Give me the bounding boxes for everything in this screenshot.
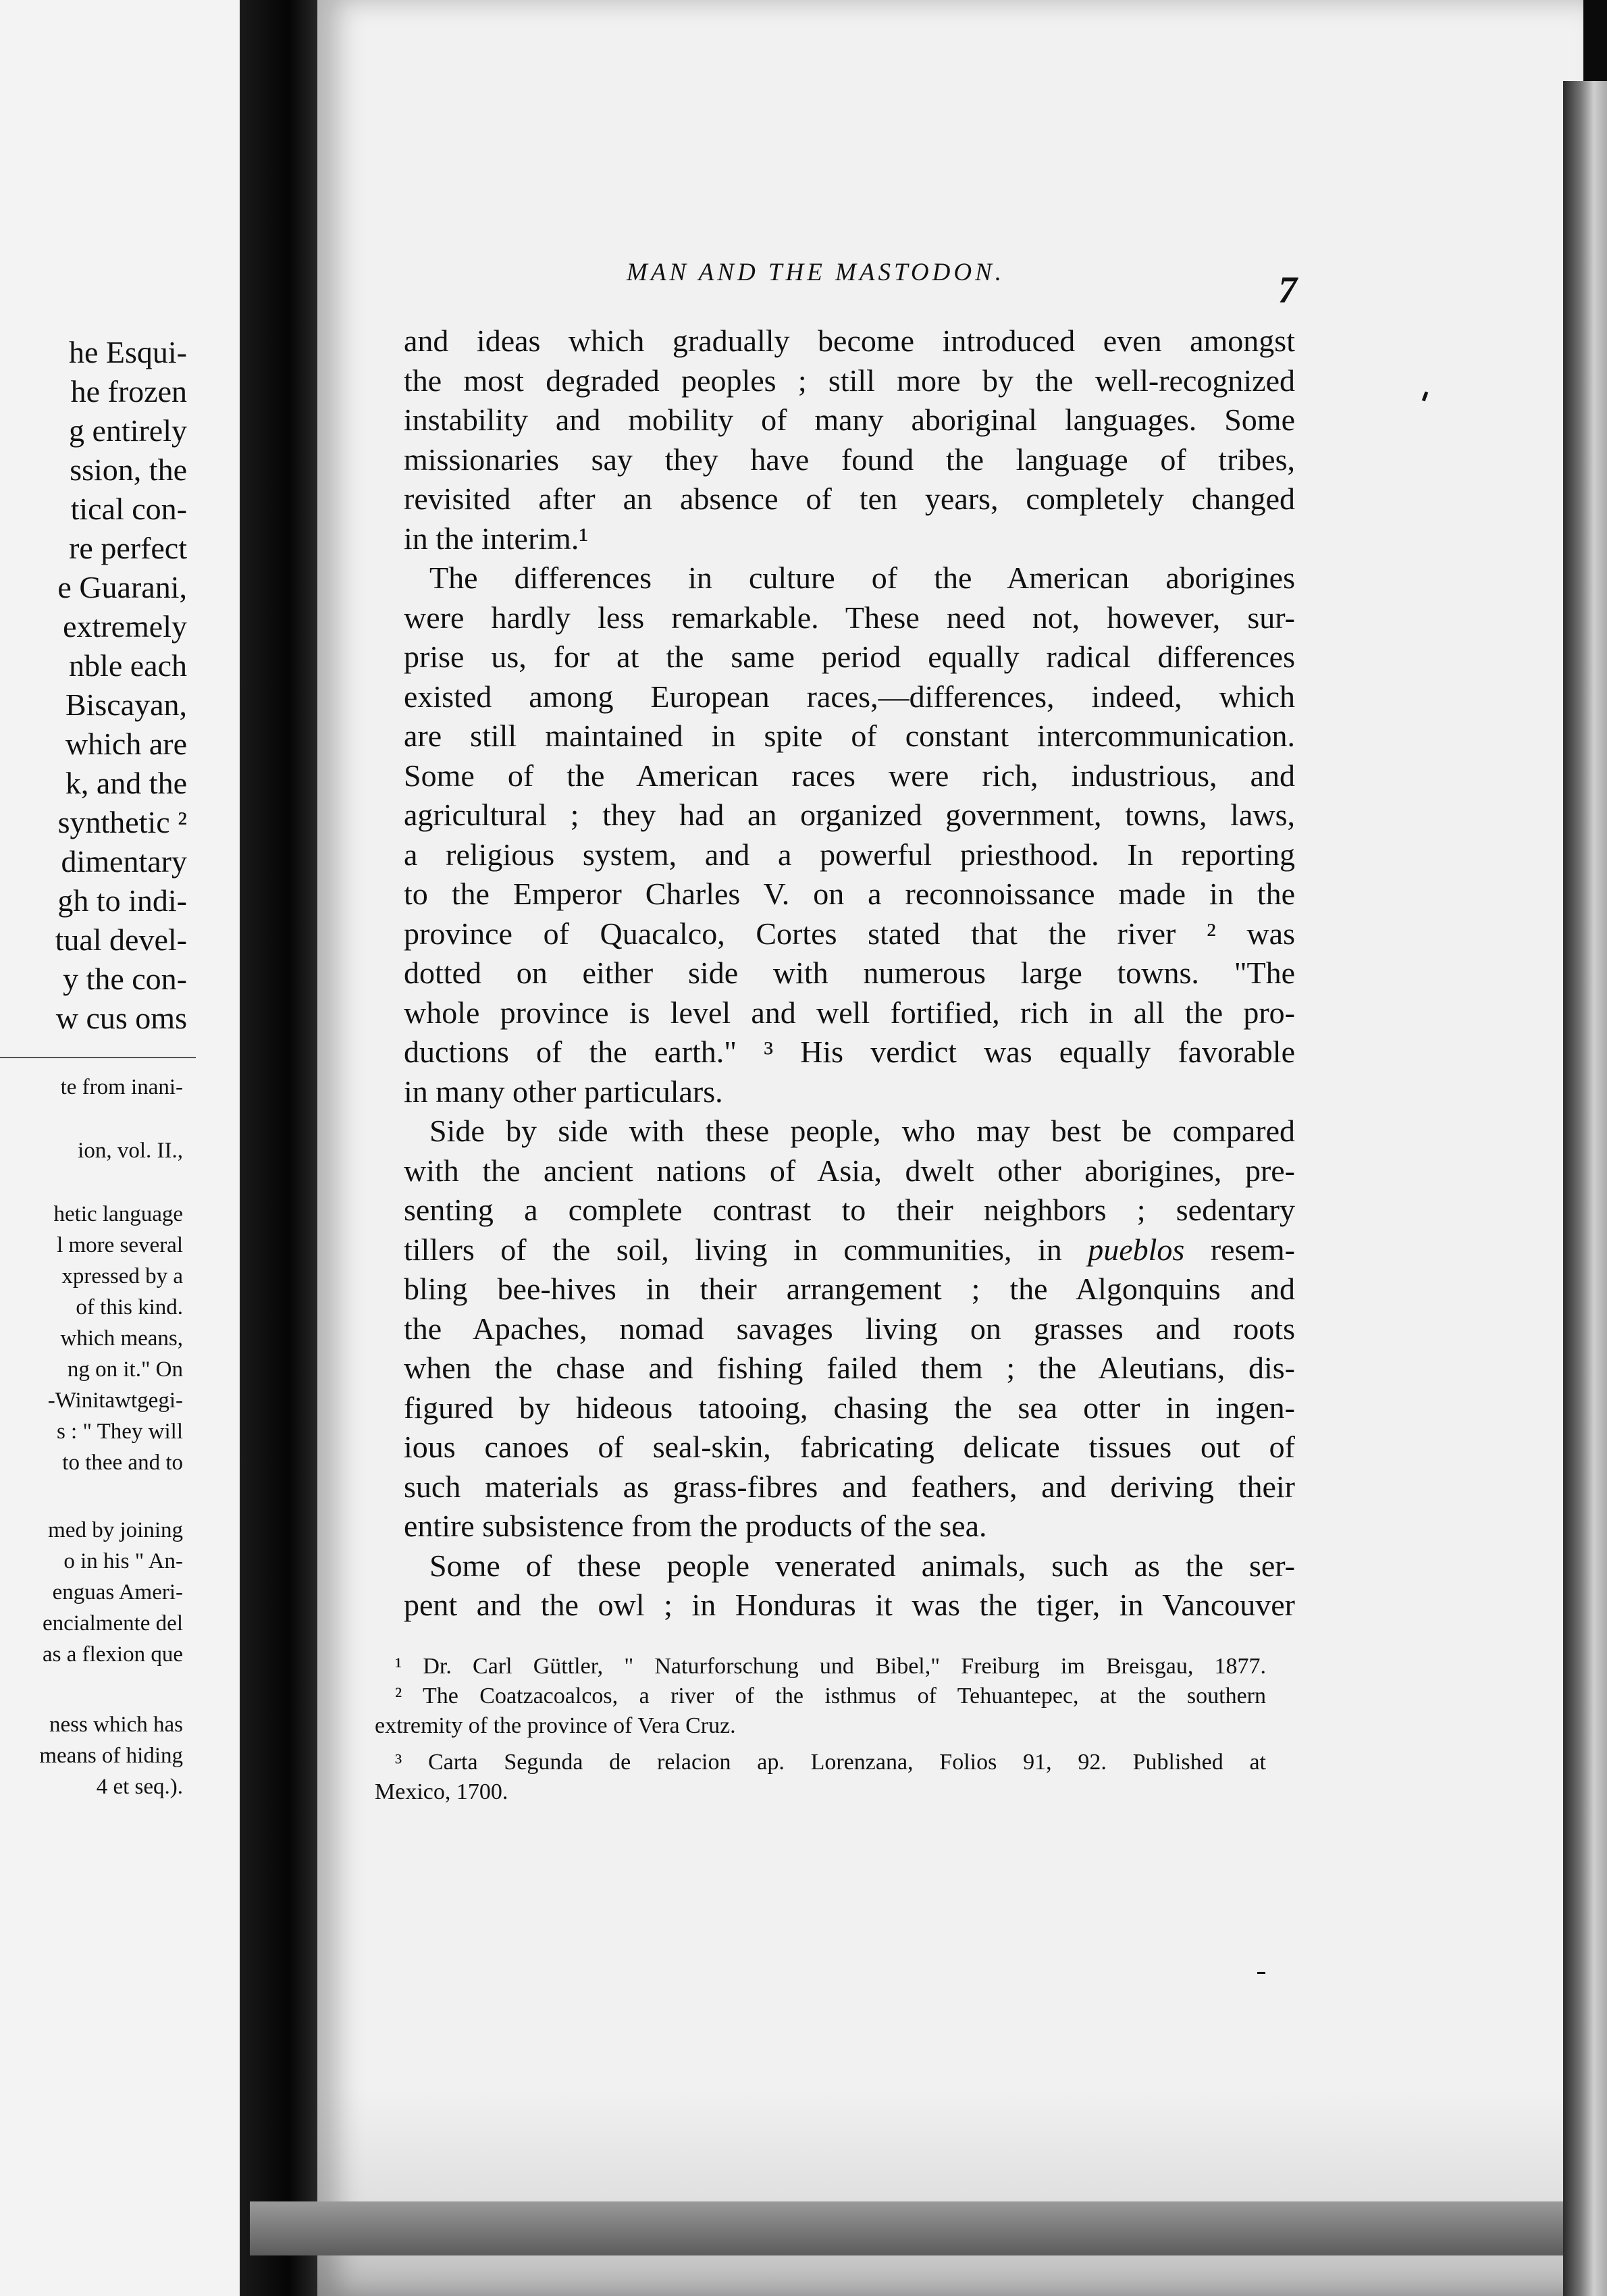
text-line: such materials as grass-fibres and feathers, and deriving their [404,1469,1295,1504]
left-page [0,0,240,2296]
left-footnote-line: encialmente del [43,1611,183,1636]
italic-word: pueblos [1088,1232,1185,1267]
left-line: re perfect [69,531,187,565]
text-line: existed among European races,—differences, indeed, which [404,679,1295,714]
footnote-line: extremity of the province of Vera Cruz. [375,1713,736,1738]
left-footnote-rule [0,1057,196,1058]
text-line: with the ancient nations of Asia, dwelt other aborigines, pre- [404,1153,1295,1188]
text-line: dotted on either side with numerous large towns. "The [404,956,1295,990]
text-line: missionaries say they have found the language of tribes, [404,442,1295,477]
left-footnote-line: of this kind. [76,1295,183,1320]
left-footnote-line: xpressed by a [61,1264,183,1288]
left-footnote-line: l more several [57,1233,183,1257]
left-line: synthetic ² [57,805,187,839]
footnote-line: Mexico, 1700. [375,1779,508,1804]
left-line: dimentary [61,844,187,879]
left-line: y the con- [63,962,187,996]
left-footnote-line: enguas Ameri- [52,1580,183,1604]
left-line: which are [65,727,187,761]
text-line: ductions of the earth." ³ His verdict was equally favorable [404,1035,1295,1069]
left-line: ssion, the [70,452,187,487]
left-footnote-line: 4 et seq.). [96,1775,183,1799]
speck-mark [1257,1972,1265,1974]
left-line: g entirely [69,413,187,448]
text-line: Some of these people venerated animals, such as the ser- [429,1548,1295,1583]
left-line: he frozen [70,374,187,409]
text-line: when the chase and fishing failed them ; the Aleutians, dis- [404,1351,1295,1385]
text-line: in many other particulars. [404,1074,723,1109]
page-bottom-shadow [317,2087,1583,2296]
text-line: pent and the owl ; in Honduras it was the tiger, in Vancouver [404,1588,1295,1622]
text-line: entire subsistence from the products of the sea. [404,1509,987,1543]
text-line: prise us, for at the same period equally radical differences [404,640,1295,674]
left-line: k, and the [65,766,187,800]
text-line: whole province is level and well fortified, rich in all the pro- [404,995,1295,1030]
left-footnote-line: which means, [60,1326,183,1351]
text-line: ious canoes of seal-skin, fabricating delicate tissues out of [404,1430,1295,1464]
text-line: in the interim.¹ [404,521,589,556]
text-line: the Apaches, nomad savages living on grasses and roots [404,1311,1295,1346]
text-line: senting a complete contrast to their neighbors ; sedentary [404,1193,1295,1227]
left-line: nble each [69,648,187,683]
text-line: and ideas which gradually become introduced even amongst [404,323,1295,358]
left-footnote-line: means of hiding [39,1744,183,1768]
text-line: The differences in culture of the American aborigines [429,560,1295,595]
left-footnote-line: to thee and to [62,1451,183,1475]
book-page-edge [1563,81,1607,2296]
left-footnote-line: -Winitawtgegi- [47,1388,183,1413]
left-line: extremely [63,609,187,644]
text-line: a religious system, and a powerful priesthood. In reporting [404,837,1295,872]
text-line: figured by hideous tatooing, chasing the sea otter in ingen- [404,1390,1295,1425]
footnote-line: ¹ Dr. Carl Güttler, " Naturforschung und Bibel," Freiburg im Breisgau, 1877. [395,1654,1266,1679]
text-line: Side by side with these people, who may best be compared [429,1114,1295,1148]
left-footnote-line: te from inani- [60,1075,183,1099]
text-line: to the Emperor Charles V. on a reconnoissance made in the [404,877,1295,911]
left-line: tual devel- [55,922,187,957]
text-line: province of Quacalco, Cortes stated that the river ² was [404,916,1295,951]
text-line: agricultural ; they had an organized government, towns, laws, [404,798,1295,832]
left-footnote-line: hetic language [53,1202,183,1226]
left-footnote-line: med by joining [48,1518,183,1542]
footnote-line: ² The Coatzacoalcos, a river of the isthmus of Tehuantepec, at the southern [395,1684,1266,1708]
left-line: gh to indi- [57,883,187,918]
left-footnote-line: ng on it." On [67,1357,183,1382]
left-footnote-line: s : " They will [56,1419,183,1444]
text-line: bling bee-hives in their arrangement ; the Algonquins and [404,1272,1295,1306]
book-gutter-shadow [240,0,321,2296]
left-line: w cus oms [55,1001,187,1035]
left-line: e Guarani, [57,570,187,604]
book-bottom-edge [250,2201,1573,2255]
text-line: revisited after an absence of ten years, completely changed [404,481,1295,516]
body-text [404,321,1295,1625]
left-line: Biscayan, [65,687,187,722]
text-line: the most degraded peoples ; still more by the well-recognized [404,363,1295,398]
text-line: are still maintained in spite of constant intercommunication. [404,719,1295,753]
running-head: MAN AND THE MASTODON. [627,259,1005,286]
page-number: 7 [1278,269,1297,311]
left-line: he Esqui- [68,335,187,369]
text-line: were hardly less remarkable. These need not, however, sur- [404,600,1295,635]
left-footnote-line: ion, vol. II., [78,1139,183,1163]
left-footnote-line: o in his " An- [63,1549,183,1573]
text-line: Some of the American races were rich, industrious, and [404,758,1295,793]
left-footnote-line: as a flexion que [42,1642,183,1667]
text-line: tillers of the soil, living in communities, in pueblos resem- [404,1232,1295,1267]
text-line: instability and mobility of many aboriginal languages. Some [404,402,1295,437]
left-line: tical con- [70,492,187,526]
footnotes [375,1652,1266,1807]
footnote-line: ³ Carta Segunda de relacion ap. Lorenzana, Folios 91, 92. Published at [395,1750,1266,1775]
left-footnote-line: ness which has [49,1713,183,1737]
